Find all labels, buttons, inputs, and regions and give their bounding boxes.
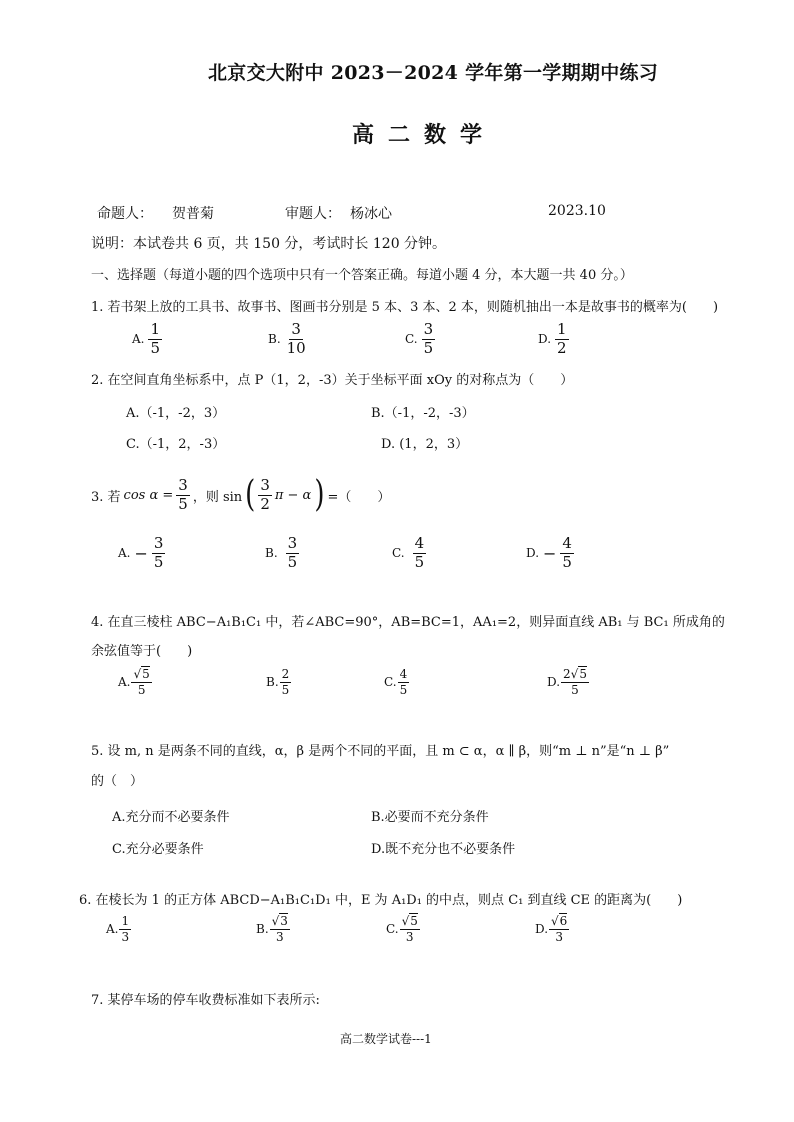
fraction [561, 668, 589, 696]
q3-then: ，则 sin [192, 489, 243, 505]
subject-title: 高二数学 [352, 122, 497, 148]
right-paren: ) [314, 474, 325, 517]
instructions: 说明：本试卷共 6 页，共 150 分，考试时长 120 分钟。 [91, 236, 447, 252]
numerator: 4 [562, 534, 572, 552]
q3-option-d [526, 536, 574, 571]
denominator: 5 [178, 494, 188, 513]
radicand: 6 [559, 914, 568, 928]
radicand: 3 [280, 914, 288, 928]
option-label: D. [538, 332, 552, 347]
q3-lead: 3. 若 [91, 489, 121, 505]
denominator: 5 [414, 552, 425, 571]
q1-option-d [538, 322, 569, 357]
q3-option-c [392, 536, 426, 571]
denominator: 5 [562, 552, 572, 571]
q3-option-b [265, 536, 299, 571]
question-6-stem: 6. 在棱长为 1 的正方体 ABCD−A₁B₁C₁D₁ 中，E 为 A₁D₁ 的中点，则点 C₁ 到直线 CE 的距离为( ) [79, 893, 683, 908]
q5-option-d: D.既不充分也不必要条件 [371, 842, 516, 857]
fraction [555, 322, 569, 357]
numerator: 4 [414, 534, 425, 552]
option-label: B. [266, 675, 279, 690]
q4-option-c [384, 668, 409, 696]
q2-option-d: D. (1，2，3） [381, 437, 469, 452]
sign: − [543, 543, 557, 563]
q3-option-a [118, 536, 165, 571]
numerator: √3 [271, 914, 288, 928]
denominator: 2 [557, 338, 567, 357]
exam-date: 2023.10 [548, 203, 606, 219]
radicand: 5 [579, 667, 587, 681]
q2-option-a: A.（-1，-2，3） [126, 406, 226, 421]
fraction [131, 668, 151, 696]
q4-option-a [118, 668, 152, 696]
fraction [176, 478, 190, 513]
option-label: A. [118, 546, 131, 561]
question-5-stem: 5. 设 m, n 是两条不同的直线，α，β 是两个不同的平面，且 m ⊂ α，α ∥ β，则“m ⊥ n”是“n ⊥ β” [91, 744, 670, 759]
section-heading: 一、选择题（每道小题的四个选项中只有一个答案正确。每道小题 4 分，本大题一共 40 分。） [91, 268, 633, 283]
option-label: B. [256, 922, 269, 937]
numerator: √6 [551, 914, 568, 928]
q1-option-c [405, 322, 435, 357]
q3-inner-tail: π − α [274, 487, 312, 503]
q3-tail: =（ ） [327, 489, 391, 505]
fraction [258, 478, 272, 513]
fraction [152, 536, 166, 571]
denominator: 5 [150, 338, 161, 357]
numerator: 3 [153, 534, 164, 552]
setter-name: 贺普菊 [172, 206, 214, 222]
question-3-stem [91, 474, 391, 517]
question-5-stem-line2: 的（ ） [91, 774, 144, 789]
option-label: D. [526, 546, 540, 561]
fraction [270, 915, 290, 943]
question-2-stem: 2. 在空间直角坐标系中，点 P（1，2，-3）关于坐标平面 xOy 的对称点为（ ） [91, 373, 574, 388]
q6-option-c [386, 915, 420, 943]
denominator: 10 [286, 338, 306, 357]
question-4-stem-line2: 余弦值等于( ) [91, 644, 193, 659]
denominator: 3 [405, 929, 414, 944]
q2-option-c: C.（-1，2，-3） [126, 437, 226, 452]
option-label: C. [384, 675, 397, 690]
numerator: 2 [281, 667, 290, 681]
numerator: 3 [178, 476, 188, 494]
fraction [422, 322, 436, 357]
q3-cos: cos α = [123, 487, 174, 503]
q1-option-a [132, 322, 162, 357]
fraction [119, 915, 131, 943]
denominator: 5 [281, 682, 290, 697]
denominator: 5 [423, 338, 434, 357]
option-label: D. [535, 922, 549, 937]
fraction [285, 322, 308, 357]
numerator: 3 [287, 534, 298, 552]
denominator: 3 [121, 929, 130, 944]
numerator: 4 [399, 667, 408, 681]
denominator: 3 [555, 929, 563, 944]
radicand: 5 [142, 667, 150, 681]
denominator: 5 [137, 682, 146, 697]
denominator: 5 [287, 552, 298, 571]
option-label: A. [132, 332, 145, 347]
sign: − [134, 543, 148, 563]
q5-option-a: A.充分而不必要条件 [112, 810, 230, 825]
denominator: 5 [571, 682, 579, 697]
option-label: C. [392, 546, 405, 561]
numerator: 1 [121, 914, 130, 928]
reviewer-name: 杨冰心 [350, 206, 392, 222]
question-7-stem: 7. 某停车场的停车收费标准如下表所示: [91, 993, 320, 1008]
option-label: B. [265, 546, 278, 561]
q4-option-b [266, 668, 291, 696]
page-footer: 高二数学试卷---1 [340, 1032, 432, 1046]
numerator: 1 [557, 320, 567, 338]
q6-option-a [106, 915, 131, 943]
q5-option-b: B.必要而不充分条件 [371, 810, 489, 825]
fraction [148, 322, 162, 357]
question-1-stem: 1. 若书架上放的工具书、故事书、图画书分别是 5 本、3 本、2 本，则随机抽出一本是故事书的概率为( ) [91, 300, 719, 315]
option-label: A. [118, 675, 131, 690]
denominator: 5 [399, 682, 408, 697]
fraction [400, 915, 420, 943]
numerator: √5 [401, 914, 418, 928]
denominator: 3 [275, 929, 284, 944]
option-label: B. [268, 332, 281, 347]
q6-option-b [256, 915, 290, 943]
q4-option-d [547, 668, 589, 696]
option-label: A. [106, 922, 119, 937]
setter-label: 命题人： [97, 206, 153, 222]
numerator: 1 [150, 320, 161, 338]
fraction [413, 536, 427, 571]
fraction [560, 536, 574, 571]
fraction [549, 915, 569, 943]
option-label: C. [405, 332, 418, 347]
numerator: 3 [291, 320, 301, 338]
fraction [398, 668, 410, 696]
reviewer-label: 审题人： [285, 206, 341, 222]
q5-option-c: C.充分必要条件 [112, 842, 204, 857]
fraction [280, 668, 292, 696]
exam-title: 北京交大附中 2023－2024 学年第一学期期中练习 [208, 62, 659, 84]
coefficient: 2 [563, 667, 571, 681]
q6-option-d [535, 915, 569, 943]
numerator: 3 [260, 476, 270, 494]
q1-option-b [268, 322, 308, 357]
numerator: 2√5 [563, 667, 587, 681]
denominator: 2 [260, 494, 270, 513]
option-label: D. [547, 675, 561, 690]
radicand: 5 [410, 914, 418, 928]
numerator: √5 [133, 667, 150, 681]
q2-option-b: B.（-1，-2，-3） [371, 406, 475, 421]
numerator: 3 [423, 320, 434, 338]
denominator: 5 [153, 552, 164, 571]
option-label: C. [386, 922, 399, 937]
fraction [286, 536, 300, 571]
question-4-stem: 4. 在直三棱柱 ABC−A₁B₁C₁ 中，若∠ABC=90°，AB=BC=1，AA₁=2，则异面直线 AB₁ 与 BC₁ 所成角的 [91, 615, 725, 630]
left-paren: ( [245, 474, 256, 517]
